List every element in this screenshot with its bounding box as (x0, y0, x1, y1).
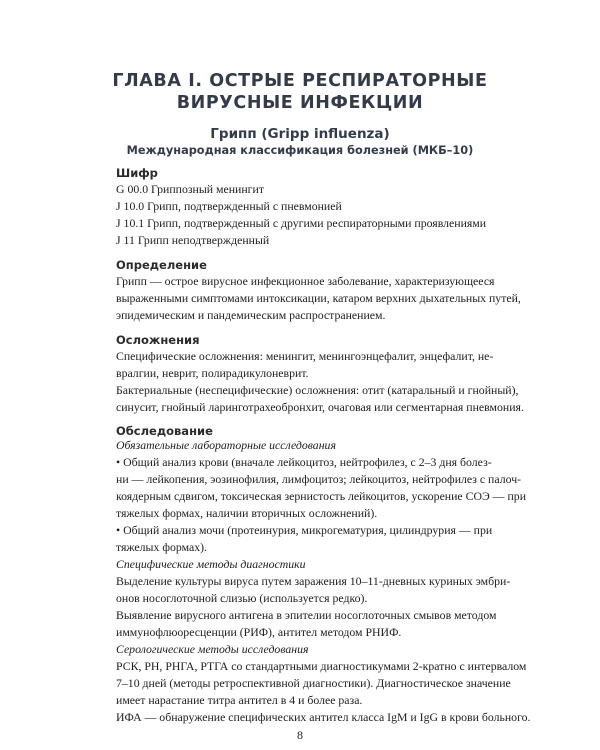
urine-test-line: тяжелых формах). (116, 540, 207, 554)
section-subtitle: Международная классификация болезней (МКБ–10) (126, 144, 474, 157)
definition-line: эпидемическим и пандемическим распространением. (116, 308, 386, 322)
serology-line: РСК, РН, РНГА, РТГА со стандартными диагностикумами 2-кратно с интервалом (116, 659, 527, 673)
chapter-title-line-1: ГЛАВА I. ОСТРЫЕ РЕСПИРАТОРНЫЕ (112, 71, 488, 91)
chapter-title-line-2: ВИРУСНЫЕ ИНФЕКЦИИ (176, 93, 424, 113)
serology-heading: Серологические методы исследования (116, 642, 309, 656)
page-number: 8 (297, 728, 303, 742)
cipher-code: J 11 Грипп неподтвержденный (116, 233, 270, 247)
complications-line: Бактериальные (неспецифические) осложнения: отит (катаральный и гнойный), (116, 383, 519, 397)
blood-test-line: коядерным сдвигом, токсическая зернистость лейкоцитов, ускорение СОЭ — при (116, 489, 527, 503)
examination-heading: Обследование (116, 424, 213, 438)
cipher-code: J 10.1 Грипп, подтвержденный с другими респираторными проявлениями (116, 216, 487, 230)
definition-line: Грипп — острое вирусное инфекционное заболевание, характеризующееся (116, 274, 495, 288)
serology-line: ИФА — обнаружение специфических антител класса IgM и IgG в крови больного. (116, 710, 531, 724)
lab-tests-heading: Обязательные лабораторные исследования (116, 438, 336, 452)
specific-methods-line: онов носоглоточной слизью (используется редко). (116, 591, 368, 605)
specific-methods-heading: Специфические методы диагностики (116, 557, 306, 571)
cipher-heading: Шифр (116, 166, 158, 180)
complications-line: Специфические осложнения: менингит, менингоэнцефалит, энцефалит, не- (116, 349, 494, 363)
blood-test-line: тяжелых формах, наличии вторичных осложнений). (116, 506, 378, 520)
specific-methods-line: иммунофлюоресценции (РИФ), антител методом РНИФ. (116, 625, 402, 639)
definition-heading: Определение (116, 258, 207, 272)
definition-line: выраженными симптомами интоксикации, катаром верхних дыхательных путей, (116, 291, 521, 305)
blood-test-line: ни — лейкопения, эозинофилия, лимфоцитоз; лейкоцитоз, нейтрофилез с палоч- (116, 472, 522, 486)
serology-line: имеет нарастание титра антител в 4 и более раза. (116, 693, 363, 707)
specific-methods-line: Выявление вирусного антигена в эпителии носоглоточных смывов методом (116, 608, 497, 622)
serology-line: 7–10 дней (методы ретроспективной диагностики). Диагностическое значение (116, 676, 511, 690)
cipher-code: J 10.0 Грипп, подтвержденный с пневмонией (116, 199, 342, 213)
complications-line: вралгии, неврит, полирадикулоневрит. (116, 366, 309, 380)
urine-test-line: • Общий анализ мочи (протеинурия, микрогематурия, цилиндрурия — при (116, 523, 493, 537)
complications-heading: Осложнения (116, 333, 200, 347)
specific-methods-line: Выделение культуры вируса путем заражения 10–11-дневных куриных эмбри- (116, 574, 511, 588)
section-title: Грипп (Gripp influenza) (210, 126, 390, 142)
blood-test-line: • Общий анализ крови (вначале лейкоцитоз, нейтрофилез, с 2–3 дня болез- (116, 455, 492, 469)
complications-line: синусит, гнойный ларинготрахеобронхит, очаговая или сегментарная пневмония. (116, 400, 524, 414)
cipher-code: G 00.0 Гриппозный менингит (116, 182, 264, 196)
